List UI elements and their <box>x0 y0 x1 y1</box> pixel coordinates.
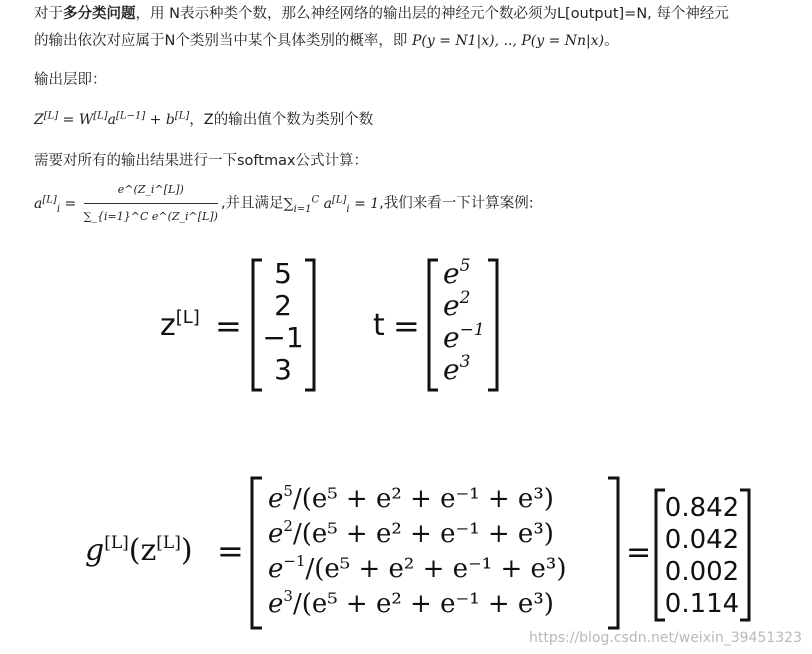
sum-sup: C <box>311 193 320 205</box>
z-bracket-left <box>253 260 262 390</box>
result-value-0: 0.842 <box>664 493 740 523</box>
z-value-1: 2 <box>274 289 292 322</box>
intro-text-a: 对于 <box>34 6 63 22</box>
intro-line-2 <box>34 29 619 53</box>
softmax-example-figure <box>0 240 812 654</box>
w-sup: [L] <box>93 110 108 122</box>
intro-bold-term: 多分类问题 <box>63 6 136 22</box>
g-function-label: g[L](z[L]) <box>85 533 193 568</box>
w-sym: = W <box>58 112 94 128</box>
sum-equals-one: = 1 <box>349 195 380 212</box>
a-lhs-sub: i <box>56 203 61 215</box>
sum-a-sup: [L] <box>331 193 347 205</box>
sum-condition <box>283 193 380 215</box>
t-value-2: $e^{-1}$ <box>443 320 485 354</box>
intro-line-1 <box>34 2 729 26</box>
softmax-fraction <box>84 178 218 229</box>
g-rows <box>268 482 566 619</box>
result-values <box>665 493 739 619</box>
g-bracket-left <box>252 478 262 628</box>
result-equals: = <box>626 535 652 570</box>
g-equals: = <box>217 532 244 570</box>
softmax-formula-line <box>34 178 534 224</box>
result-value-2: 0.002 <box>664 557 740 587</box>
intro-line2-end: 。 <box>604 33 619 49</box>
a-lhs-sup: [L] <box>42 193 57 205</box>
sum-sym: ∑ <box>283 195 294 212</box>
result-bracket-left <box>656 490 665 620</box>
softmax-denominator: ∑_{i=1}^C e^(Z_i^[L]) <box>83 210 218 223</box>
z-formula-line <box>34 108 373 132</box>
csdn-watermark: https://blog.csdn.net/weixin_39451323 <box>528 630 802 646</box>
z-value-3: 3 <box>274 353 292 386</box>
result-bracket-right <box>740 490 749 620</box>
t-value-3: $e^3$ <box>443 352 471 386</box>
t-bracket-right <box>488 260 497 390</box>
softmax-lhs <box>34 193 81 215</box>
z-bracket-right <box>305 260 314 390</box>
sum-a-sub: i <box>346 203 350 215</box>
sum-a: a <box>319 195 332 212</box>
z-values <box>262 257 303 386</box>
output-layer-heading <box>34 68 107 92</box>
output-layer-text: 输出层即： <box>34 72 107 88</box>
t-value-0: $e^5$ <box>443 256 471 290</box>
softmax-numerator: e^(Z_i^[L]) <box>84 178 218 204</box>
probability-formula: P(y = N1|x), .., P(y = Nn|x) <box>411 33 605 49</box>
softmax-condition-text: ,并且满足 <box>220 195 284 212</box>
g-row-0: $e^5/(e^5 + e^2 + e^{-1} + e^3)$ <box>268 482 554 514</box>
softmax-example-text: ,我们来看一下计算案例: <box>379 195 534 212</box>
b-sym: + b <box>145 112 175 128</box>
a-sym: a <box>107 112 117 128</box>
t-bracket-left <box>429 260 438 390</box>
z-sym: Z <box>34 112 44 128</box>
t-equals: = <box>393 307 420 345</box>
a-lhs: a <box>34 195 43 212</box>
intro-line2-text: 的输出依次对应属于N个类别当中某个具体类别的概率，即 <box>34 33 412 49</box>
z-value-2: −1 <box>262 321 304 354</box>
result-value-1: 0.042 <box>664 525 740 555</box>
t-value-1: $e^2$ <box>443 288 471 322</box>
z-value-0: 5 <box>274 257 292 290</box>
g-row-2: $e^{-1}/(e^5 + e^2 + e^{-1} + e^3)$ <box>268 552 567 584</box>
sum-sub: i=1 <box>293 203 312 215</box>
a-sup: [L−1] <box>116 110 146 122</box>
t-values <box>443 256 485 386</box>
z-formula-note: ，Z的输出值个数为类别个数 <box>189 112 374 128</box>
t-vector-label: t <box>373 308 385 343</box>
g-row-1: $e^2/(e^5 + e^2 + e^{-1} + e^3)$ <box>268 517 554 549</box>
z-sup: [L] <box>43 110 59 122</box>
intro-text-b: ，用 N表示种类个数，那么神经网络的输出层的神经元个数必须为L[output]=N, 每个神经元 <box>135 6 729 22</box>
z-vector-label: z[L] <box>160 307 200 343</box>
b-sup: [L] <box>174 110 190 122</box>
equals-sign: = <box>60 195 81 212</box>
z-equals: = <box>215 307 242 345</box>
g-bracket-right <box>608 478 618 628</box>
softmax-intro <box>34 149 368 173</box>
z-formula <box>34 112 189 128</box>
softmax-intro-text: 需要对所有的输出结果进行一下softmax公式计算： <box>34 153 369 169</box>
result-value-3: 0.114 <box>664 589 740 619</box>
g-row-3: $e^3/(e^5 + e^2 + e^{-1} + e^3)$ <box>268 587 554 619</box>
